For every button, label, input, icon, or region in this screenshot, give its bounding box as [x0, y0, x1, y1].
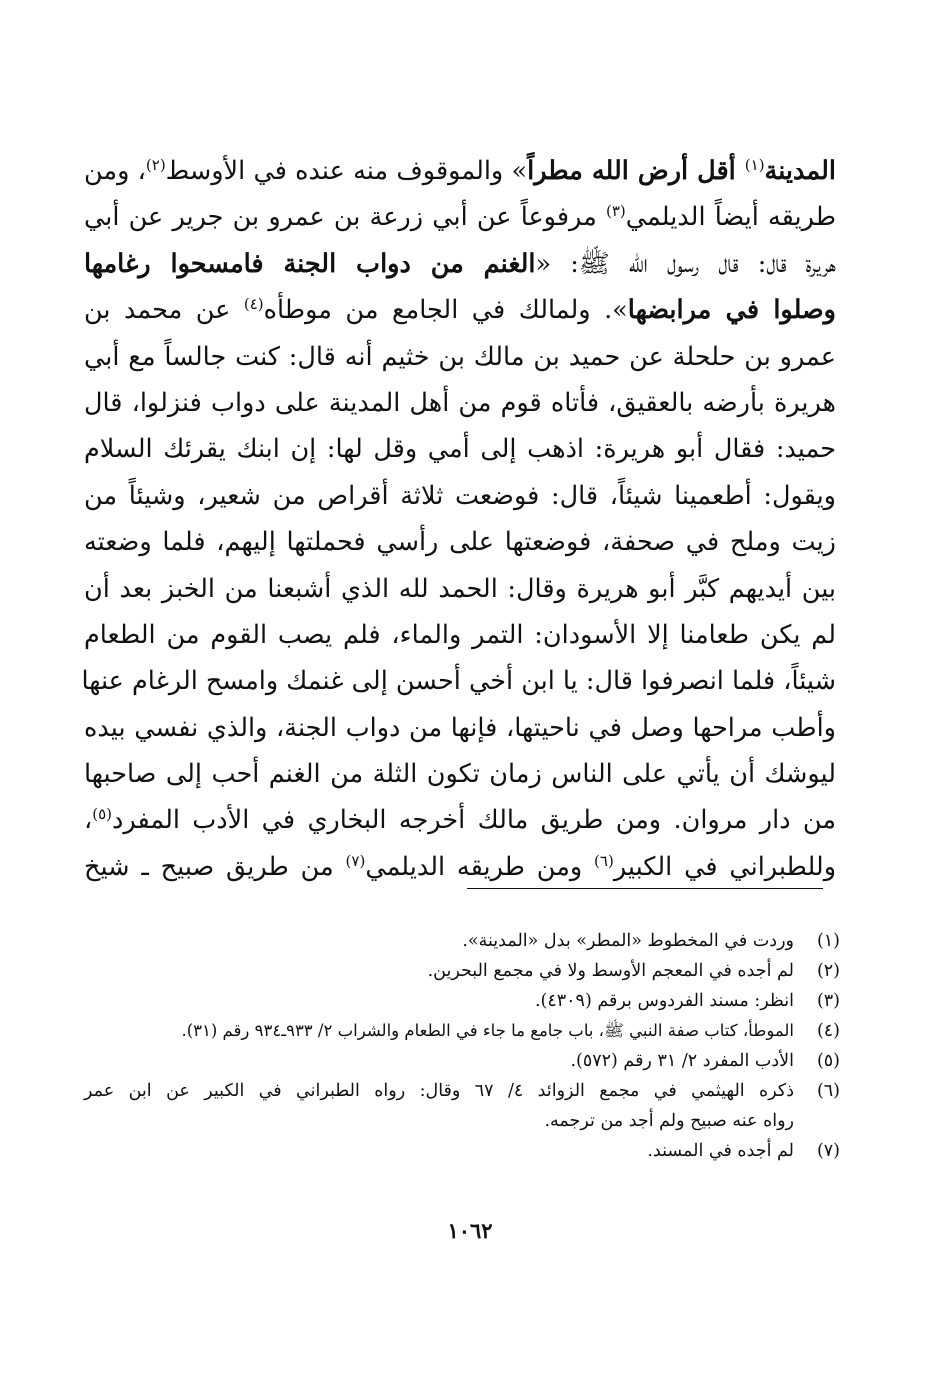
footnote-item [84, 956, 840, 986]
footnote-number: (٤) [816, 1021, 840, 1041]
bold-phrase: المدينة [764, 156, 836, 186]
text-line: بين أيديهم كبَّر أبو هريرة وقال: الحمد لله الذي أشبعنا من الخبز بعد أن [84, 573, 836, 604]
text-line [84, 287, 836, 333]
text-line: هريرة بأرضه بالعقيق، فأتاه قوم من أهل المدينة على دواب فنزلوا، قال [84, 387, 836, 418]
footnote-marker[interactable]: (٢) [145, 156, 166, 174]
text-segment: وللطبراني في الكبير [613, 851, 837, 882]
text-line [84, 797, 836, 843]
main-text-block [81, 148, 837, 890]
footnote-text: لم أجده في المعجم الأوسط ولا في مجمع البحرين. [427, 961, 794, 981]
footnote-marker[interactable]: (٦) [594, 851, 614, 870]
text-segment: طريقه أيضاً الديلمي [625, 202, 836, 233]
footnote-continuation: رواه عنه صبيح ولم أجد من ترجمه. [544, 1111, 794, 1131]
text-line [84, 194, 836, 240]
text-segment: من دار مروان. ومن طريق مالك أخرجه البخاري في الأدب المفرد [112, 805, 836, 836]
footnote-text: الأدب المفرد ٢/ ٣١ رقم (٥٧٢). [570, 1051, 794, 1071]
text-segment: ، [84, 805, 93, 836]
text-line: حميد: فقال أبو هريرة: اذهب إلى أمي وقل لها: إن ابنك يقرئك السلام [84, 434, 836, 465]
footnote-item [84, 1136, 840, 1166]
footnote-text: وردت في المخطوط «المطر» بدل «المدينة». [462, 931, 794, 951]
text-segment: ». ولمالك في الجامع من موطأه [263, 295, 628, 326]
footnote-number: (٥) [816, 1051, 840, 1071]
text-segment: ومن طريقه الديلمي [365, 851, 595, 882]
footnote-marker[interactable]: (٣) [605, 202, 626, 221]
footnote-marker[interactable]: (٤) [243, 295, 264, 314]
text-line [84, 241, 836, 287]
text-line: ويقول: أطعمينا شيئاً، قال: فوضعت ثلاثة أقراص من شعير، وشيئاً من [84, 480, 836, 511]
bold-phrase: أقل أرض الله مطراً [527, 156, 745, 186]
text-segment: » والموقوف منه عنده في الأوسط [165, 156, 528, 186]
page-number: ١٠٦٢ [447, 1218, 493, 1243]
text-line: عمرو بن حلحلة عن حميد بن مالك بن خثيم أنه قال: كنت جالساً مع أبي [84, 341, 836, 372]
bold-phrase: وصلوا في مرابضها [627, 295, 836, 326]
text-segment: مرفوعاً عن أبي زرعة بن عمرو بن جرير عن أبي [84, 202, 606, 233]
footnote-marker[interactable]: (٥) [92, 805, 113, 824]
footnote-number: (١) [816, 931, 840, 951]
footnote-item [84, 1076, 840, 1106]
text-line: لم يكن طعامنا إلا الأسودان: التمر والماء، فلم يصب القوم من الطعام [84, 619, 836, 650]
text-line: شيئاً، فلما انصرفوا قال: يا ابن أخي أحسن إلى غنمك وامسح الرغام عنها [81, 666, 836, 697]
footnote-number: (٢) [816, 961, 840, 981]
footnotes-section [84, 926, 840, 1166]
footnote-text: لم أجده في المسند. [647, 1141, 794, 1161]
text-segment: من طريق صبيح ـ شيخ [84, 851, 346, 882]
text-line [84, 844, 836, 890]
bold-phrase: الغنم من دواب الجنة فامسحوا رغامها [84, 248, 536, 279]
footnote-number: (٣) [816, 991, 840, 1011]
footnote-item [84, 926, 840, 956]
text-line: ليوشك أن يأتي على الناس زمان تكون الثلة من الغنم أحب إلى صاحبها [84, 759, 836, 790]
footnote-text: الموطأ، كتاب صفة النبي ﷺ، باب جامع ما جاء في الطعام والشراب ٢/ ٩٣٣ـ٩٣٤ رقم (٣١). [181, 1021, 794, 1040]
text-line [84, 148, 836, 194]
text-segment: هريرة قال: قال رسول الله ﷺ: « [535, 248, 836, 279]
footnote-number: (٦) [816, 1081, 840, 1101]
text-segment: عن محمد بن [84, 295, 244, 326]
footnote-item [84, 986, 840, 1016]
footnote-marker[interactable]: (٧) [345, 851, 366, 870]
footnote-separator [467, 888, 823, 889]
text-line: زيت وملح في صحفة، فوضعتها على رأسي فحملتها إليهم، فلما وضعته [84, 527, 836, 558]
footnote-text: انظر: مسند الفردوس برقم (٤٣٠٩). [534, 991, 794, 1011]
footnote-marker[interactable]: (١) [744, 156, 765, 174]
text-line: وأطب مراحها وصل في ناحيتها، فإنها من دواب الجنة، والذي نفسي بيده [84, 712, 836, 743]
footnote-item [84, 1016, 840, 1046]
text-segment: ، ومن [84, 156, 146, 186]
footnote-number: (٧) [816, 1141, 840, 1161]
footnote-text: ذكره الهيثمي في مجمع الزوائد ٤/ ٦٧ وقال: رواه الطبراني في الكبير عن ابن عمر [84, 1081, 794, 1101]
footnote-item [84, 1046, 840, 1076]
